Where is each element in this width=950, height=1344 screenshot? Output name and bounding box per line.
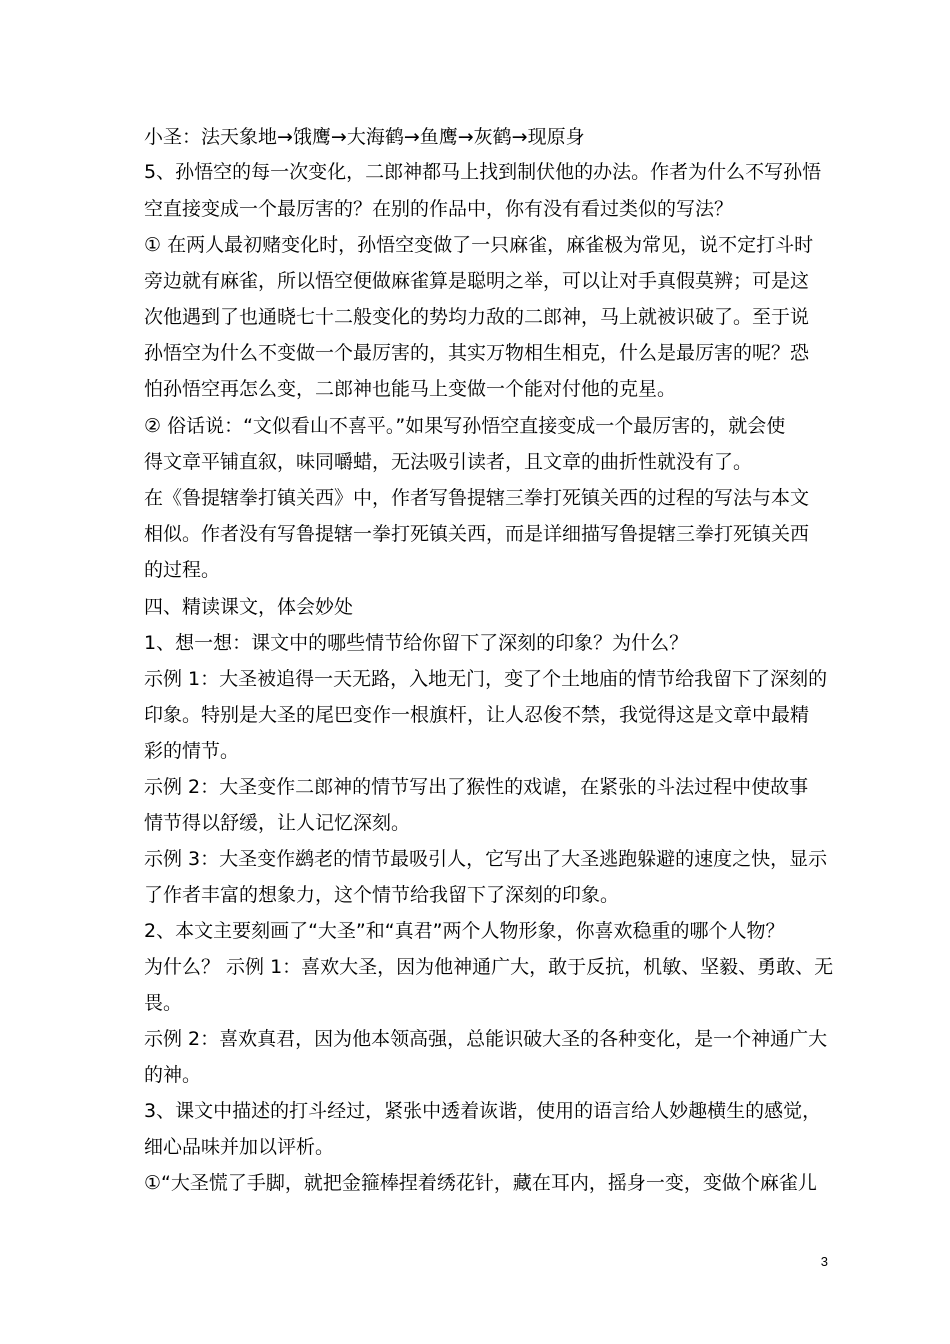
text-line: 畏。 <box>144 992 183 1014</box>
text-line: 3、课文中描述的打斗经过，紧张中透着诙谐，使用的语言给人妙趣横生的感觉， <box>144 1100 822 1122</box>
text-line: 1、想一想：课文中的哪些情节给你留下了深刻的印象？为什么？ <box>144 632 689 654</box>
text-line: 在《鲁提辖拳打镇关西》中，作者写鲁提辖三拳打死镇关西的过程的写法与本文 <box>144 487 810 509</box>
text-line: 示例 1：大圣被追得一天无路，入地无门，变了个土地庙的情节给我留下了深刻的 <box>144 668 828 690</box>
text-line: 印象。特别是大圣的尾巴变作一根旗杆，让人忍俊不禁，我觉得这是文章中最精 <box>144 704 810 726</box>
text-line: 2、本文主要刻画了“大圣”和“真君”两个人物形象，你喜欢稳重的哪个人物？ <box>144 920 785 942</box>
text-line: 彩的情节。 <box>144 740 240 762</box>
text-line: ①“大圣慌了手脚，就把金箍棒捏着绣花针，藏在耳内，摇身一变，变做个麻雀儿 <box>144 1172 817 1194</box>
text-line: 的神。 <box>144 1064 202 1086</box>
section-heading: 四、精读课文，体会妙处 <box>144 596 354 618</box>
text-line: 示例 3：大圣变作鹚老的情节最吸引人，它写出了大圣逃跑躲避的速度之快，显示 <box>144 848 828 870</box>
text-line: 细心品味并加以评析。 <box>144 1136 335 1158</box>
text-line: 怕孙悟空再怎么变，二郎神也能马上变做一个能对付他的克星。 <box>144 378 677 400</box>
text-line: 小圣：法天象地→饿鹰→大海鹤→鱼鹰→灰鹤→现原身 <box>144 126 585 148</box>
text-line: 旁边就有麻雀，所以悟空便做麻雀算是聪明之举，可以让对手真假莫辨；可是这 <box>144 270 810 292</box>
text-line: ① 在两人最初赌变化时，孙悟空变做了一只麻雀，麻雀极为常见，说不定打斗时 <box>144 234 814 256</box>
text-line: 示例 2：喜欢真君，因为他本领高强，总能识破大圣的各种变化，是一个神通广大 <box>144 1028 828 1050</box>
text-line: 孙悟空为什么不变做一个最厉害的，其实万物相生相克，什么是最厉害的呢？恐 <box>144 342 810 364</box>
text-line: 的过程。 <box>144 559 221 581</box>
text-line: 情节得以舒缓，让人记忆深刻。 <box>144 812 411 834</box>
page-number: 3 <box>820 1254 828 1269</box>
text-line: 相似。作者没有写鲁提辖一拳打死镇关西，而是详细描写鲁提辖三拳打死镇关西 <box>144 523 810 545</box>
text-line: 示例 2：大圣变作二郎神的情节写出了猴性的戏谑，在紧张的斗法过程中使故事 <box>144 776 809 798</box>
text-line: ② 俗话说：“文似看山不喜平。”如果写孙悟空直接变成一个最厉害的，就会使 <box>144 415 786 437</box>
text-line: 空直接变成一个最厉害的？在别的作品中，你有没有看过类似的写法？ <box>144 198 734 220</box>
text-line: 为什么？ 示例 1：喜欢大圣，因为他神通广大，敢于反抗，机敏、坚毅、勇敢、无 <box>144 956 834 978</box>
text-line: 得文章平铺直叙，味同嚼蜡，无法吸引读者，且文章的曲折性就没有了。 <box>144 451 753 473</box>
text-line: 了作者丰富的想象力，这个情节给我留下了深刻的印象。 <box>144 884 620 906</box>
text-line: 次他遇到了也通晓七十二般变化的势均力敌的二郎神，马上就被识破了。至于说 <box>144 306 810 328</box>
text-line: 5、孙悟空的每一次变化，二郎神都马上找到制伏他的办法。作者为什么不写孙悟 <box>144 161 822 183</box>
